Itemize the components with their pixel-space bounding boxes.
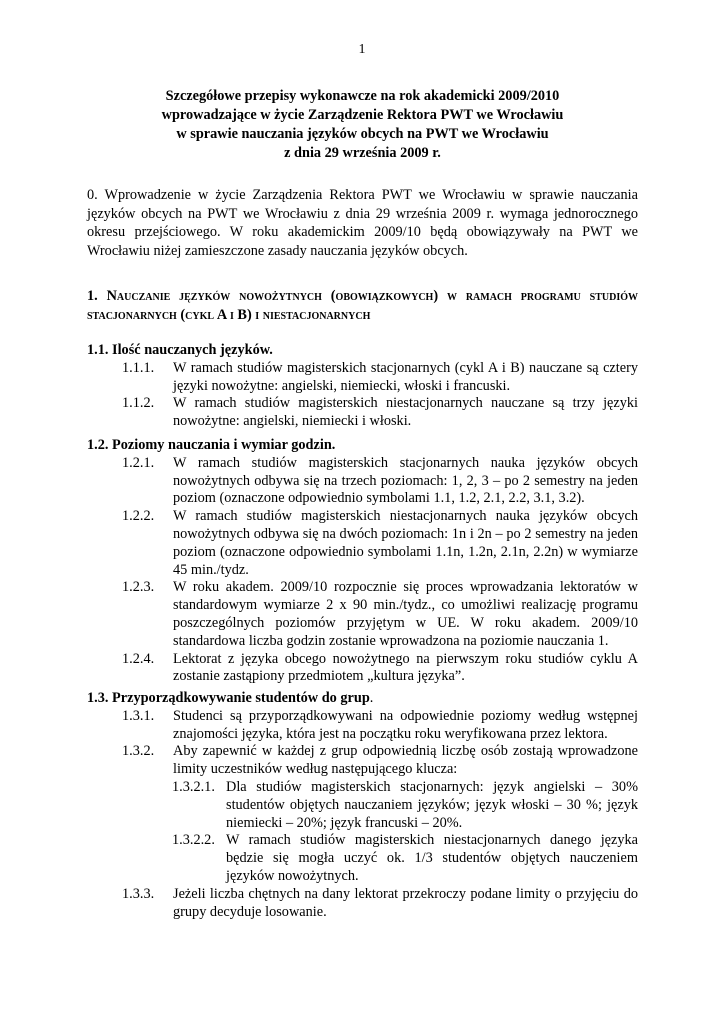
list-subitem-1-3-2-1 (87, 779, 638, 832)
item-number: 1.2.1. (122, 454, 155, 471)
section-1-3-heading-dot: . (369, 690, 374, 706)
section-1-3-heading-text: 1.3. Przyporządkowywanie studentów do grup (87, 690, 370, 706)
title-line-2: wprowadzające w życie Zarządzenie Rektora PWT we Wrocławiu (161, 107, 564, 123)
section-1-3 (87, 690, 638, 921)
list-item-1-1-2 (87, 395, 638, 431)
subitem-number: 1.3.2.1. (172, 778, 215, 795)
section-1-number: 1. (87, 288, 98, 304)
item-number: 1.1.2. (122, 395, 155, 412)
item-number: 1.3.3. (122, 885, 155, 902)
item-text: W ramach studiów magisterskich niestacjonarnych nauczane są trzy języki nowożytne: angielski, niemiecki i włoski. (173, 395, 638, 430)
list-subitem-1-3-2-2 (87, 832, 638, 885)
item-text: Aby zapewnić w każdej z grup odpowiednią liczbę osób zostają wprowadzone limity uczestników według następującego klucza: (173, 743, 638, 778)
title-line-3: w sprawie nauczania języków obcych na PWT we Wrocławiu (176, 126, 549, 142)
title-line-4: z dnia 29 września 2009 r. (284, 145, 441, 161)
item-number: 1.2.3. (122, 579, 155, 596)
list-item-1-3-3 (87, 886, 638, 922)
section-1-2-heading: 1.2. Poziomy nauczania i wymiar godzin. (87, 437, 336, 453)
item-text: W ramach studiów magisterskich stacjonarnych nauka języków obcych nowożytnych odbywa się na trzech poziomach: 1, 2, 3 – po 2 semestry na jeden poziom (oznaczone odpowiednio symbolami 1.1, 1.2, 2.1, 2.2, 3.1, 3.2). (173, 454, 638, 507)
list-item-1-2-1 (87, 455, 638, 508)
section-1-title: Nauczanie języków nowożytnych (obowiązkowych) w ramach programu studiów stacjonarnych (cykl A i B) i niestacjonarnych (87, 288, 638, 323)
item-text: W roku akadem. 2009/10 rozpocznie się proces wprowadzania lektoratów w standardowym wymiarze 2 x 90 min./tydz., co umożliwi realizację programu poszczególnych poziomów przyjętym w UE. W roku akadem. 2009/10 standardowa liczba godzin zostanie wprowadzona na poziomie nauczania 1. (173, 579, 638, 649)
section-1-3-heading (87, 690, 638, 708)
item-text: Lektorat z języka obcego nowożytnego na pierwszym roku studiów cyklu A zostanie zastąpiony przedmiotem „kultura języka”. (173, 650, 638, 685)
item-text: Jeżeli liczba chętnych na dany lektorat przekroczy podane limity o przyjęciu do grupy decyduje losowanie. (173, 885, 638, 920)
document-title (87, 87, 638, 163)
subitem-text: W ramach studiów magisterskich niestacjonarnych danego języka będzie się mogła uczyć ok. 1/3 studentów objętych nauczeniem języków nowożytnych. (226, 832, 638, 884)
intro-paragraph: 0. Wprowadzenie w życie Zarządzenia Rektora PWT we Wrocławiu w sprawie nauczania języków obcych na PWT we Wrocławiu z dnia 29 września 2009 r. wymaga jednorocznego okresu przejściowego. W roku akademickim 2009/10 będą obowiązywały na PWT we Wrocławiu niżej zamieszczone zasady nauczania języków obcych. (87, 187, 638, 260)
section-1-heading (87, 287, 638, 325)
section-1-1 (87, 342, 638, 431)
item-text: W ramach studiów magisterskich stacjonarnych (cykl A i B) nauczane są cztery języki nowożytne: angielski, niemiecki, włoski i francuski. (173, 359, 638, 394)
section-1-1-heading: 1.1. Ilość nauczanych języków. (87, 342, 273, 358)
page-number: 1 (358, 42, 366, 57)
item-text: Studenci są przyporządkowywani na odpowiednie poziomy według wstępnej znajomości języka, która jest na początku roku weryfikowana przez lektora. (173, 707, 638, 742)
item-text: W ramach studiów magisterskich niestacjonarnych nauka języków obcych nowożytnych odbywa się na dwóch poziomach: 1n i 2n – po 2 semestry na jeden poziom (oznaczone odpowiednio symbolami 1.1n, 1.2n, 2.1n, 2.2n) w wymiarze 45 min./tydz. (173, 508, 638, 578)
section-1-2 (87, 437, 638, 686)
list-item-1-2-2 (87, 508, 638, 579)
item-number: 1.3.2. (122, 743, 155, 760)
list-item-1-3-1 (87, 708, 638, 744)
subitem-number: 1.3.2.2. (172, 832, 215, 849)
title-line-1: Szczegółowe przepisy wykonawcze na rok akademicki 2009/2010 (165, 88, 560, 104)
item-number: 1.2.4. (122, 650, 155, 667)
list-item-1-1-1 (87, 360, 638, 396)
list-item-1-2-3 (87, 579, 638, 650)
list-item-1-2-4 (87, 651, 638, 687)
item-number: 1.2.2. (122, 508, 155, 525)
item-number: 1.3.1. (122, 707, 155, 724)
subitem-text: Dla studiów magisterskich stacjonarnych: język angielski – 30% studentów objętych nauczaniem języków; język włoski – 30 %; język niemiecki – 20%; język francuski – 20%. (226, 778, 638, 831)
list-item-1-3-2 (87, 743, 638, 779)
item-number: 1.1.1. (122, 359, 155, 376)
